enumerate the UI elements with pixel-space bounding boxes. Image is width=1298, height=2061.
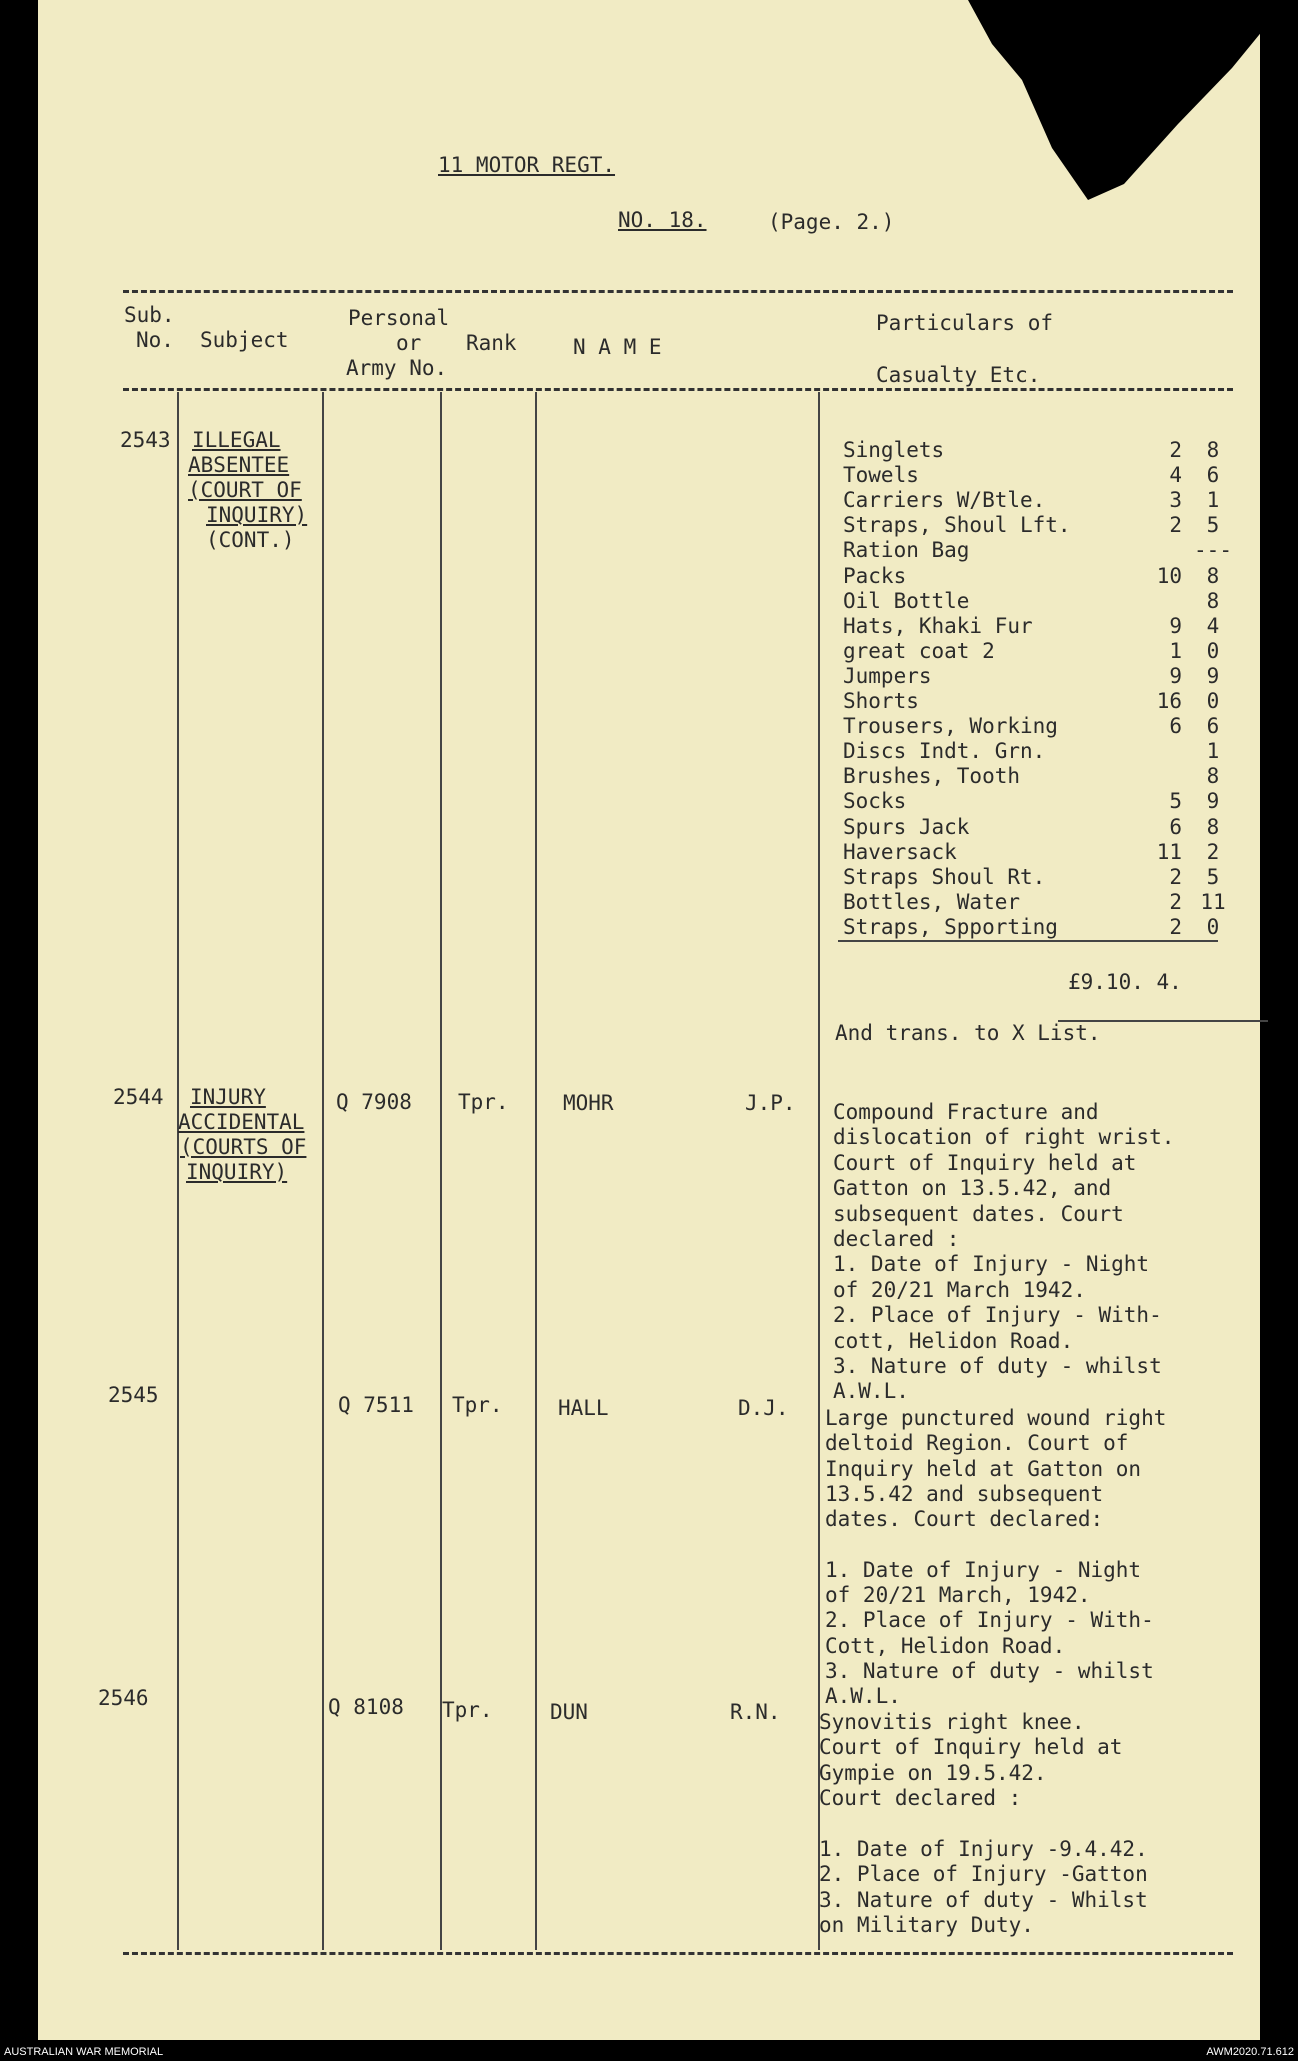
item-name-19: Straps, Spporting <box>843 915 1058 939</box>
p2545-line-3: 13.5.42 and subsequent <box>825 1482 1104 1506</box>
item-a-18: 2 <box>1169 890 1182 914</box>
item-a-14: 5 <box>1169 789 1182 813</box>
initials-2545: D.J. <box>738 1396 789 1420</box>
item-a-2: 3 <box>1169 488 1182 512</box>
item-b-1: 6 <box>1206 463 1220 487</box>
archive-footer <box>0 2043 1298 2061</box>
item-name-14: Socks <box>843 789 907 813</box>
p2544-line-1: dislocation of right wrist. <box>833 1125 1175 1149</box>
item-b-15: 8 <box>1206 815 1220 839</box>
item-b-5: 8 <box>1206 564 1220 588</box>
p2544-line-7: of 20/21 March 1942. <box>833 1278 1086 1302</box>
p2544-line-3: Gatton on 13.5.42, and <box>833 1176 1112 1200</box>
unit-title: 11 MOTOR REGT. <box>438 153 616 177</box>
sub-no-2543: 2543 <box>120 428 171 452</box>
p2546-line-7: 3. Nature of duty - Whilst <box>819 1888 1148 1912</box>
sub-no-2544: 2544 <box>113 1085 164 1109</box>
army-no-2544: Q 7908 <box>336 1090 412 1114</box>
trans-note: And trans. to X List. <box>835 1021 1101 1045</box>
p2544-line-4: subsequent dates. Court <box>833 1202 1124 1226</box>
col-particulars-label: Particulars of <box>876 311 1054 335</box>
item-b-4: --- <box>1194 538 1232 562</box>
footer-left: AUSTRALIAN WAR MEMORIAL <box>4 2046 164 2058</box>
items-total: £9.10. 4. <box>1068 970 1182 994</box>
p2545-line-4: dates. Court declared: <box>825 1507 1104 1531</box>
sub-no-2546: 2546 <box>98 1686 149 1710</box>
item-b-0: 8 <box>1206 438 1220 462</box>
subject-2543-line2: ABSENTEE <box>188 453 290 477</box>
item-a-8: 1 <box>1169 639 1182 663</box>
item-name-1: Towels <box>843 463 919 487</box>
p2546-line-3: Court declared : <box>819 1786 1022 1810</box>
item-name-3: Straps, Shoul Lft. <box>843 513 1071 537</box>
item-b-18: 11 <box>1200 890 1226 914</box>
torn-corner <box>968 0 1268 200</box>
items-total-rule <box>838 940 1218 942</box>
item-b-13: 8 <box>1206 764 1220 788</box>
p2545-line-0: Large punctured wound right <box>825 1406 1167 1430</box>
document-page <box>38 0 1260 2040</box>
p2544-line-6: 1. Date of Injury - Night <box>833 1252 1150 1276</box>
item-name-8: great coat 2 <box>843 639 995 663</box>
subject-2544-line2: ACCIDENTAL <box>178 1110 305 1134</box>
document-number: NO. 18. <box>618 208 707 232</box>
col-or-label: or <box>396 331 422 355</box>
initials-2544: J.P. <box>745 1091 796 1115</box>
item-name-0: Singlets <box>843 438 945 462</box>
item-name-2: Carriers W/Btle. <box>843 488 1046 512</box>
item-b-10: 0 <box>1206 689 1220 713</box>
p2544-line-11: A.W.L. <box>833 1379 909 1403</box>
p2546-line-0: Synovitis right knee. <box>819 1710 1085 1734</box>
subject-2544-line1: INJURY <box>190 1085 266 1109</box>
column-rule-1 <box>177 392 179 1950</box>
p2544-line-0: Compound Fracture and <box>833 1100 1099 1124</box>
p2545-line-8: 2. Place of Injury - With- <box>825 1608 1154 1632</box>
item-name-12: Discs Indt. Grn. <box>843 739 1046 763</box>
item-a-17: 2 <box>1169 865 1182 889</box>
army-no-2545: Q 7511 <box>338 1393 414 1417</box>
item-a-9: 9 <box>1169 664 1182 688</box>
subject-2543-line1: ILLEGAL <box>192 428 281 452</box>
item-name-10: Shorts <box>843 689 919 713</box>
item-b-2: 1 <box>1206 488 1220 512</box>
item-name-7: Hats, Khaki Fur <box>843 614 1033 638</box>
rank-2546: Tpr. <box>442 1698 493 1722</box>
p2544-line-5: declared : <box>833 1227 960 1251</box>
p2545-line-1: deltoid Region. Court of <box>825 1431 1129 1455</box>
item-b-7: 4 <box>1206 614 1220 638</box>
p2545-line-2: Inquiry held at Gatton on <box>825 1457 1142 1481</box>
footer-right: AWM2020.71.612 <box>1206 2046 1294 2058</box>
item-b-3: 5 <box>1206 513 1220 537</box>
col-personal-label: Personal <box>348 306 450 330</box>
item-name-5: Packs <box>843 564 907 588</box>
sub-no-2545: 2545 <box>108 1383 159 1407</box>
p2546-line-5: 1. Date of Injury -9.4.42. <box>819 1837 1148 1861</box>
subject-2544-line3: (COURTS OF <box>180 1135 307 1159</box>
item-name-17: Straps Shoul Rt. <box>843 865 1046 889</box>
footer-rule <box>123 1952 1233 1955</box>
item-name-16: Haversack <box>843 840 957 864</box>
p2545-line-9: Cott, Helidon Road. <box>825 1634 1066 1658</box>
p2544-line-10: 3. Nature of duty - whilst <box>833 1354 1162 1378</box>
column-rule-2 <box>322 392 324 1950</box>
p2545-line-10: 3. Nature of duty - whilst <box>825 1659 1154 1683</box>
item-b-12: 1 <box>1206 739 1220 763</box>
item-b-16: 2 <box>1206 840 1220 864</box>
item-a-11: 6 <box>1169 714 1182 738</box>
p2544-line-8: 2. Place of Injury - With- <box>833 1303 1162 1327</box>
item-name-15: Spurs Jack <box>843 815 970 839</box>
army-no-2546: Q 8108 <box>328 1695 404 1719</box>
p2546-line-1: Court of Inquiry held at <box>819 1735 1123 1759</box>
name-2544: MOHR <box>563 1091 614 1115</box>
item-name-13: Brushes, Tooth <box>843 764 1021 788</box>
rank-2544: Tpr. <box>458 1090 509 1114</box>
item-b-11: 6 <box>1206 714 1220 738</box>
p2545-line-7: of 20/21 March, 1942. <box>825 1583 1091 1607</box>
page-number: (Page. 2.) <box>768 210 895 234</box>
header-rule-top <box>123 290 1233 293</box>
item-a-5: 10 <box>1156 564 1182 588</box>
item-name-4: Ration Bag <box>843 538 970 562</box>
item-a-19: 2 <box>1169 915 1182 939</box>
item-b-19: 0 <box>1206 915 1220 939</box>
rank-2545: Tpr. <box>452 1393 503 1417</box>
col-no-label: No. <box>136 328 174 352</box>
col-army-no-label: Army No. <box>346 356 448 380</box>
p2545-line-6: 1. Date of Injury - Night <box>825 1558 1142 1582</box>
item-a-10: 16 <box>1156 689 1182 713</box>
item-name-11: Trousers, Working <box>843 714 1058 738</box>
item-name-6: Oil Bottle <box>843 589 970 613</box>
p2545-line-11: A.W.L. <box>825 1684 901 1708</box>
p2546-line-8: on Military Duty. <box>819 1913 1034 1937</box>
column-rule-4 <box>535 392 537 1950</box>
name-2545: HALL <box>558 1396 609 1420</box>
item-name-18: Bottles, Water <box>843 890 1021 914</box>
item-b-17: 5 <box>1206 865 1220 889</box>
item-a-1: 4 <box>1169 463 1182 487</box>
item-a-7: 9 <box>1169 614 1182 638</box>
item-a-3: 2 <box>1169 513 1182 537</box>
initials-2546: R.N. <box>730 1700 781 1724</box>
subject-2543-line3: (COURT OF <box>188 478 302 502</box>
col-subject-label: Subject <box>200 328 289 352</box>
subject-2543-line5: (CONT.) <box>206 528 295 552</box>
item-b-9: 9 <box>1206 664 1220 688</box>
p2546-line-2: Gympie on 19.5.42. <box>819 1761 1047 1785</box>
subject-2543-line4: INQUIRY) <box>206 503 308 527</box>
p2544-line-2: Court of Inquiry held at <box>833 1151 1137 1175</box>
col-sub-label: Sub. <box>124 303 175 327</box>
p2546-line-6: 2. Place of Injury -Gatton <box>819 1862 1148 1886</box>
header-rule-bottom <box>123 388 1233 391</box>
item-b-6: 8 <box>1206 589 1220 613</box>
item-a-15: 6 <box>1169 815 1182 839</box>
item-a-0: 2 <box>1169 438 1182 462</box>
col-rank-label: Rank <box>466 331 517 355</box>
col-name-label: N A M E <box>573 335 662 359</box>
item-b-14: 9 <box>1206 789 1220 813</box>
name-2546: DUN <box>550 1700 588 1724</box>
p2544-line-9: cott, Helidon Road. <box>833 1329 1074 1353</box>
item-a-16: 11 <box>1156 840 1182 864</box>
item-b-8: 0 <box>1206 639 1220 663</box>
subject-2544-line4: INQUIRY) <box>186 1160 288 1184</box>
item-name-9: Jumpers <box>843 664 932 688</box>
col-casualty-label: Casualty Etc. <box>876 363 1041 387</box>
